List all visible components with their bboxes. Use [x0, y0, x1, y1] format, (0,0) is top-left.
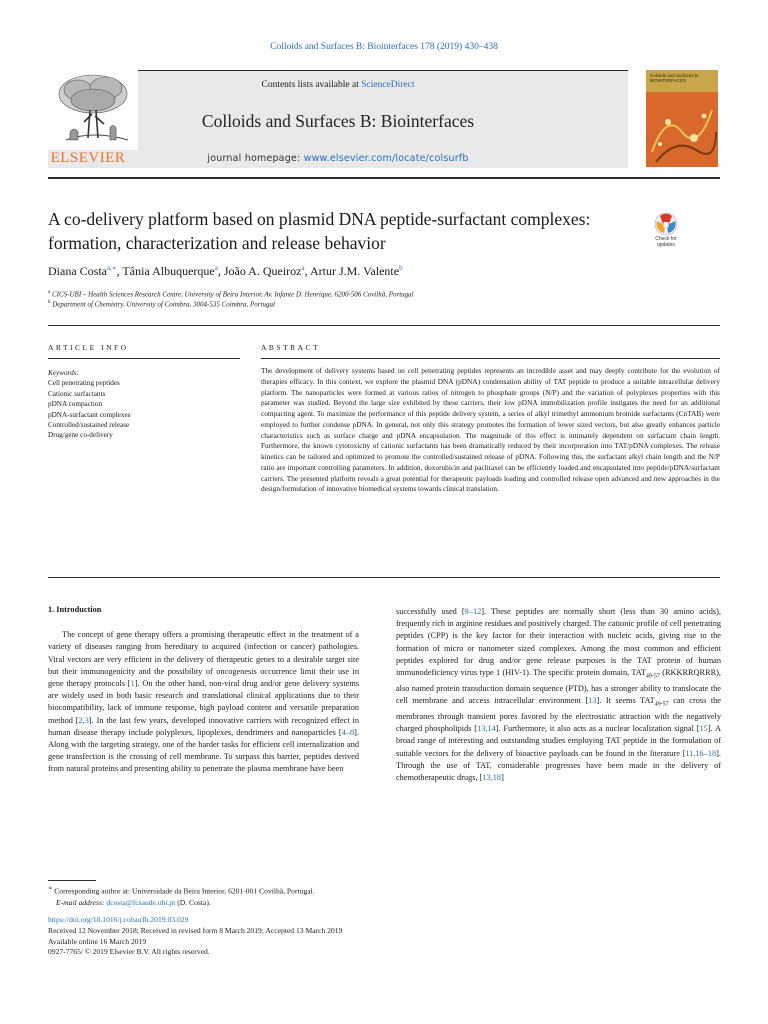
- journal-reference[interactable]: Colloids and Surfaces B: Biointerfaces 178 (2019) 430–438: [270, 42, 498, 52]
- corresponding-author-text: Corresponding author at: Universidade da Beira Interior, 6201-001 Covilhã, Portugal.: [52, 886, 315, 896]
- cover-artwork: [646, 92, 718, 167]
- author-affiliation-mark[interactable]: b: [399, 264, 403, 272]
- cover-title: Colloids and Surfaces B: BIOINTERFACES: [650, 73, 700, 83]
- article-info-heading: ARTICLE INFO: [48, 343, 129, 352]
- author-affiliation-mark[interactable]: a: [214, 264, 218, 272]
- footnote-rule: [48, 880, 96, 881]
- affiliation-text: CICS-UBI – Health Sciences Research Centre, University of Beira Interior, Av. Infante D. Henrique, 6200-506 Covilhã, Portugal: [51, 290, 414, 299]
- homepage-link[interactable]: www.elsevier.com/locate/colsurfb: [303, 153, 469, 164]
- body-column-left: [48, 604, 359, 776]
- corresponding-author-footnote: [48, 883, 720, 908]
- author-name[interactable]: Tânia Albuquerque: [122, 264, 215, 278]
- email-link[interactable]: dcosta@fcsaude.ubi.pt: [106, 897, 176, 907]
- abstract-heading: ABSTRACT: [261, 343, 321, 352]
- publication-info: [48, 915, 720, 958]
- contents-prefix: Contents lists available at: [261, 80, 362, 90]
- citation-link[interactable]: 13: [588, 696, 597, 706]
- affiliation-a: [48, 290, 414, 298]
- sciencedirect-link[interactable]: ScienceDirect: [361, 80, 415, 90]
- elsevier-wordmark[interactable]: ELSEVIER: [50, 150, 126, 166]
- journal-title[interactable]: Colloids and Surfaces B: Biointerfaces: [201, 111, 475, 131]
- email-label: E-mail address:: [56, 897, 107, 907]
- intro-paragraph-continued: successfully used [9–12]. These peptides are normally short (less than 30 amino acids), frequently rich in arginine residues and positively charged. The cationic profile of cell penetrating peptides (CPP) is the key factor for their interaction with nucleic acids, giving rise to the formation of micro or nanometer sized complexes. Among the most common and efficient peptides explored for drug and/or gene release purposes is the TAT protein of human immunodeficiency virus type 1 (HIV-1). The specific protein domain, $TAT_{49-57}$ (RKKRRQRRR), also named protein transduction domain sequence (PTD), has a stronger ability to translocate the cell membrane and access intracellular environment [13]. It seems $TAT_{49-57}$ can cross the membranes through transient pores favored by the electrostatic attraction with the negatively charged phospholipids [13,14]. Furthermore, it also acts as a nuclear localization signal [15]. A broad range of interesting and outstanding studies employing TAT peptide in the formulation of suitable vectors for the delivery of bioactive payloads can be found in the literature [11,16–18]. Through the use of TAT, considerable progresses have been made in the delivery of chemotherapeutic drugs, [13,18]: [396, 607, 722, 782]
- article-info-rule: [48, 358, 240, 359]
- keyword-item: Cationic surfactants: [48, 389, 106, 398]
- doi-link[interactable]: https://doi.org/10.1016/j.colsurfb.2019.03.029: [48, 915, 189, 924]
- citation-link[interactable]: 1: [130, 679, 135, 689]
- footnote-marker: ∗: [48, 885, 53, 892]
- author-affiliation-mark[interactable]: a: [301, 264, 305, 272]
- journal-cover-image[interactable]: [646, 70, 718, 167]
- check-for-updates-label[interactable]: Check for updates: [655, 236, 677, 248]
- citation-link[interactable]: 13,18: [482, 772, 502, 782]
- citation-link[interactable]: 13,14: [477, 724, 496, 734]
- abstract-text: The development of delivery systems based on cell penetrating peptides represents an incredible asset and may deeply contribute for the evolution of therapies efficacy. In this context, we explore the plasmid DNA (pDNA) condensation ability of TAT peptide to produce a suitable intracellular delivery platform. The nanoparticles were formed at various ratios of nitrogen to phosphate groups (N/P) and the variation of polyplexes properties with this parameter was studied. Beyond the large size exhibited by these carriers, their low pDNA immobilization profile instigates the need for an additional compacting agent. To maximize the performance of this peptide delivery system, a series of alkyl trimethyl ammonium bromide surfactants (CnTAB) were employed to further condense pDNA. In general, not only this strategy promotes the formation of lower sized vectors, but also greatly enhances particle characteristics such as surface charge and pDNA encapsulation. The magnitude of this effect is intimately dependent on surfactant chain length. Furthermore, the known cytotoxicity of cationic surfactants has been dramatically reduced by their incorporation into TAT/pDNA complexes. The release kinetics can be tailored and optimized to promote the controlled/sustained release of pDNA. Following this, the surfactant alkyl chain length and the N/P ratio are important controlling parameters. In addition, doxorubicin and paclitaxel can be efficiently loaded and encapsulated into peptide/pDNA/surfactant carriers. The presented platform reveals a great potential for therapeutic payloads loading and controlled release open advanced and new approaches in the design/formulation of innovative biomedical systems towards clinical translation.: [261, 366, 720, 494]
- email-suffix: (D. Costa).: [175, 897, 211, 907]
- affiliation-mark: a: [48, 290, 51, 295]
- citation-link[interactable]: 11,16–18: [685, 748, 717, 758]
- paper-title: A co-delivery platform based on plasmid DNA peptide-surfactant complexes: formation, characterization and release behavior: [48, 209, 591, 253]
- intro-paragraph: The concept of gene therapy offers a promising therapeutic effect in the treatment of a variety of diseases ranging from hereditary to acquired (infection or cancer) pathologies. Viral vectors are very efficient in the delivery of therapeutic genes to a desirable target site but their immunogenicity and the possibility of oncogenesis occurrence limit their use in gene therapy protocols [1]. On the other hand, non-viral drug and/or gene delivery systems are widely used in both basic research and translational clinical applications due to their biocompatibility, lack of immune response, high payload content and versatile preparation method [2,3]. In the last few years, developed innovative carriers with recognized effect in human disease therapy include polyplexes, lipoplexes, dendrimers and nanoparticles [4–8]. Along with the targeting strategy, one of the harder tasks for efficient cell internalization and gene transfection is the crossing of cell membrane. To surpass this barrier, peptides derived from natural proteins and presenting ability to penetrate the plasma membrane have been: [48, 630, 360, 774]
- abstract-bottom-rule: [48, 577, 720, 578]
- available-online: Available online 16 March 2019: [48, 936, 147, 946]
- keyword-item: pDNA compaction: [48, 400, 103, 409]
- affiliation-mark: b: [48, 300, 51, 305]
- crossmark-icon: [648, 212, 684, 238]
- author-affiliation-mark[interactable]: a,∗: [107, 264, 117, 272]
- citation-link[interactable]: 2,3: [78, 715, 89, 725]
- author-name[interactable]: Artur J.M. Valente: [309, 264, 400, 278]
- author-name[interactable]: Diana Costa: [48, 264, 107, 278]
- copyright-line: 0927-7765/ © 2019 Elsevier B.V. All rights reserved.: [48, 947, 210, 957]
- body-column-right: [396, 606, 721, 784]
- tree-icon: [48, 70, 138, 150]
- keyword-item: Controlled/sustained release: [48, 421, 130, 430]
- keywords-label: Keywords:: [48, 369, 79, 377]
- keyword-item: pDNA-surfactant complexes: [48, 410, 131, 419]
- subscript: 49-57: [645, 673, 660, 680]
- abstract-rule: [261, 358, 720, 359]
- section-title-introduction: 1. Introduction: [48, 605, 102, 614]
- keyword-item: Drug/gene co-delivery: [48, 431, 113, 440]
- check-for-updates-badge[interactable]: [648, 212, 684, 258]
- affiliation-b: [48, 300, 275, 308]
- received-dates: Received 12 November 2018; Received in revised form 8 March 2019; Accepted 13 March 2019: [48, 925, 343, 935]
- affiliation-text: Department of Chemistry, University of Coimbra, 3004-535 Coimbra, Portugal: [52, 300, 275, 309]
- citation-link[interactable]: 4–8: [341, 727, 355, 737]
- homepage-label: journal homepage:: [207, 153, 304, 164]
- citation-link[interactable]: 9–12: [464, 607, 482, 616]
- keywords-block: [48, 368, 240, 441]
- section-rule: [48, 325, 720, 326]
- header-rule: [48, 177, 720, 179]
- citation-link[interactable]: 15: [699, 724, 708, 734]
- keyword-item: Cell penetrating peptides: [48, 379, 120, 388]
- subscript: 49-57: [654, 701, 669, 708]
- author-list: Diana Costa$^{a,∗}$, Tânia Albuquerque$^a$, João A. Queiroz$^a$, Artur J.M. Valente$^b$: [48, 264, 403, 278]
- author-name[interactable]: João A. Queiroz: [223, 264, 302, 278]
